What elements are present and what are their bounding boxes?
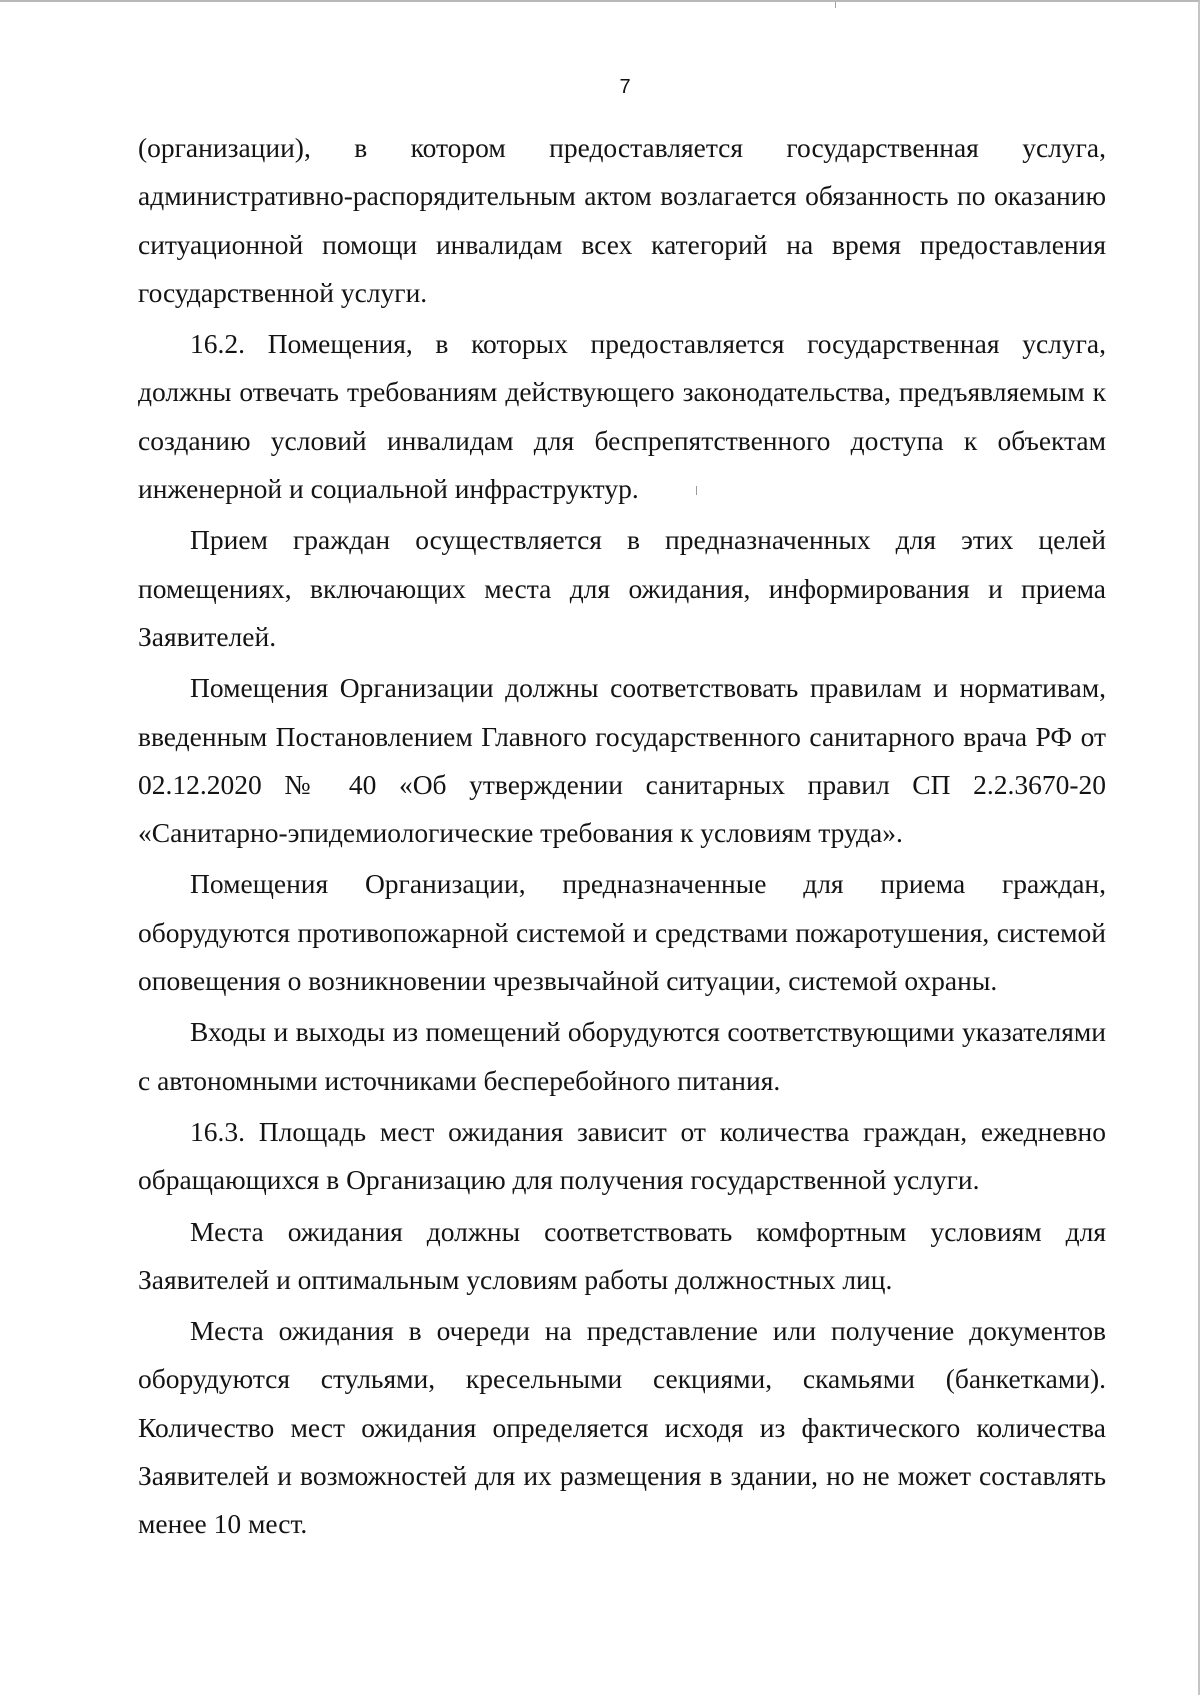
page-number: 7: [619, 76, 631, 98]
paragraph-fire-safety: Помещения Организации, предназначенные для приема граждан, оборудуются противопожарной системой и средствами пожаротушения, системой оповещения о возникновении чрезвычайной ситуации, системой охраны.: [138, 868, 1106, 997]
paragraph-sanitary-rules: Помещения Организации должны соответствовать правилам и нормативам, введенным Постановлением Главного государственного санитарного врача РФ от 02.12.2020 № 40 «Об утверждении санитарных правил СП 2.2.3670-20 «Санитарно-эпидемиологические требования к условиям труда».: [138, 672, 1106, 849]
scan-artifact: [835, 2, 836, 8]
paragraph-16-2: 16.2. Помещения, в которых предоставляется государственная услуга, должны отвечать требованиям действующего законодательства, предъявляемым к созданию условий инвалидам для беспрепятственного доступа к объектам инженерной и социальной инфраструктур.: [138, 328, 1106, 505]
paragraph-waiting-seating: Места ожидания в очереди на представление или получение документов оборудуются стульями, кресельными секциями, скамьями (банкетками). Количество мест ожидания определяется исходя из фактического количества Заявителей и возможностей для их размещения в здании, но не может составлять менее 10 мест.: [138, 1315, 1106, 1540]
paragraph-entrances: Входы и выходы из помещений оборудуются соответствующими указателями с автономными источниками бесперебойного питания.: [138, 1016, 1106, 1096]
scan-artifact: [696, 486, 697, 495]
paragraph-16-3: 16.3. Площадь мест ожидания зависит от количества граждан, ежедневно обращающихся в Организацию для получения государственной услуги.: [138, 1115, 1106, 1196]
paragraph-continuation: (организации), в котором предоставляется государственная услуга, административно-распорядительным актом возлагается обязанность по оказанию ситуационной помощи инвалидам всех категорий на время предоставления государственной услуги.: [138, 132, 1106, 308]
paragraph-reception: Прием граждан осуществляется в предназначенных для этих целей помещениях, включающих места для ожидания, информирования и приема Заявителей.: [138, 524, 1106, 652]
document-body: [138, 124, 1106, 1549]
paragraph-waiting-conditions: Места ожидания должны соответствовать комфортным условиям для Заявителей и оптимальным условиям работы должностных лиц.: [138, 1215, 1106, 1295]
